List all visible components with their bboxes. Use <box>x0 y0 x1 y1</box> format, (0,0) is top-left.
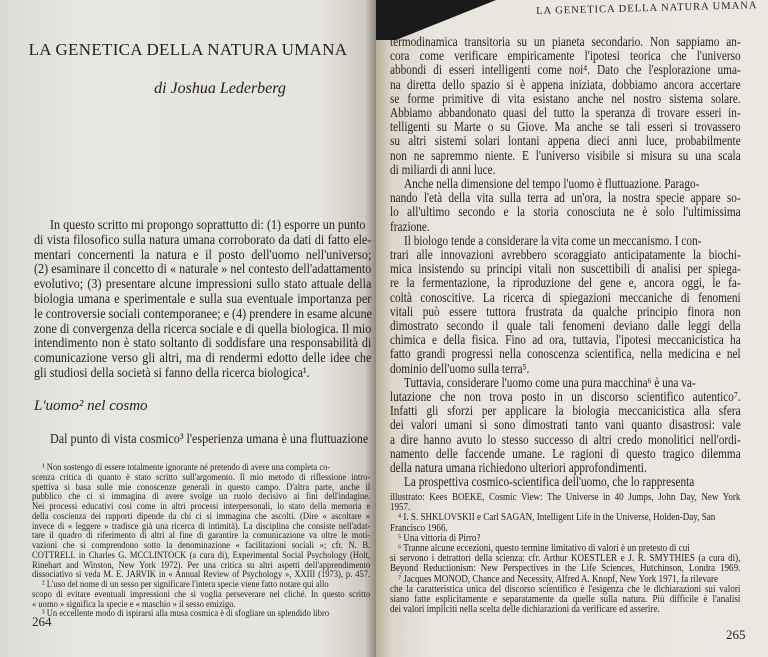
footnote-line: COTTRELL in Charles G. MCCLINTOCK (a cura di), Experimental Social Psychology (Holt, <box>32 549 371 561</box>
text-line: fatto grandi progressi nella conoscenza scientifica, nella medicina e nel <box>390 346 741 362</box>
section-heading: L'uomo² nel cosmo <box>34 398 148 414</box>
right-page: LA GENETICA DELLA NATURA UMANA termodinamica transitoria su un pianeta secondario. Non sappiamo an- cora come verificare empiricamente l'ipotesi teorica che l'universo abbondi di esseri intelligenti come noi⁴. Dato che l'esplorazione uma- na diretta dello spazio si è appena iniziata, dobbiamo ancora accertare se forme primitive di vita esistano anche nel nostro sistema solare. Abbiamo abbandonato quasi del tutto la speranza di trovare esseri in- telligenti su Marte o su Giove. Ma anche se tali esseri si trovassero su altri sistemi solari lontani appena dieci anni luce, probabilmente non ne sapremmo niente. E l'universo visibile si misura su una scala di miliardi di anni luce. Anche nella dimensione del tempo l'uomo è fluttuazione. Parago- nando l'età della vita sulla terra ad un'ora, la nostra specie appare so- lo all'ultimo secondo e la storia conosciuta ne è solo l'ultimissima frazione. Il biologo tende a considerare la vita come un meccanismo. I con- trari alle innovazioni avrebbero scoraggiato anticipatamente la biochi- mica insistendo su principi vitali non suscettibili di analisi per spiega- re la fermentazione, la riproduzione del gene e, ancora oggi, le fa- coltà conoscitive. La ricerca di spiegazioni meccaniche di fenomeni vitali può essere tuttora frustrata da qualche principio finora non dimostrato secondo il quale tali fenomeni deviano dalle leggi della chimica e della fisica. Fino ad ora, tuttavia, l'ipotesi meccanicistica ha fatto grandi progressi nella conoscenza scientifica, nella medicina e nel dominio dell'uomo sulla terra⁵. Tuttavia, considerare l'uomo come una pura macchina⁶ è una va- lutazione che non trova posto in un discorso scientifico autentico⁷. Infatti gli sforzi per applicare la biologia meccanicistica alla sfera dei valori umani si sono dimostrati tanto vani quanto disastrosi: vale a dire hanno avuto lo stesso successo di altri credo monolitici nell'ordi- namento delle faccende umane. Le ragioni di questo tragico dilemma della natura umana richiedono ulteriori approfondimenti. La prospettiva cosmico-scientifica dell'uomo, che lo rappresenta illustrato: Kees BOEKE, Cosmic View: The Universe in 40 Jumps, John Day, New York 1957. ⁴ I. S. SHKLOVSKII e Carl SAGAN, Intelligent Life in the Universe, Holden-Day, San Francisco 1966. ⁵ Una vittoria di Pirro? ⁶ Tranne alcune eccezioni, questo termine limitativo di valori è un pretesto di cui si servono i detrattori della scienza: cfr. Arthur KOESTLER e J. R. SMYTHIES (a cura di), Beyond Reductionism: New Perspectives in the Life Sciences, Hutchinson, Londra 1969. ⁷ Jacques MONOD, Chance and Necessity, Alfred A. Knopf, New York 1971, fa rilevare che la caratteristica unica del discorso scientifico è l'esigenza che le dichiarazioni sui valori siano fatte esplicitamente e separatamente da quelle sulla natura. Più difficile è l'analisi dei valori impliciti nella scelta delle dichiarazioni da verificare ed asserire. 265 <box>376 0 768 657</box>
text-line: na diretta dello spazio si è appena iniziata, dobbiamo ancora accertare <box>390 76 741 92</box>
footnote-line: che la caratteristica unica del discorso scientifico è l'esigenza che le dichiarazioni sui valori <box>390 583 741 595</box>
text-line: vitali può essere tuttora frustrata da qualche principio finora non <box>390 303 741 319</box>
text-line: nando l'età della vita sulla terra ad un'ora, la nostra specie appare so- <box>390 190 741 206</box>
text-line: trari alle innovazioni avrebbero scoraggiato anticipatamente la biochi- <box>390 247 741 262</box>
text-line: (2) esaminare il concetto di « naturale » nel contesto dell'adattamento <box>34 262 372 278</box>
page-number-left: 264 <box>32 614 52 629</box>
text-line: comunicazione verso gli altri, ma di rendermi edotto delle idee che <box>34 351 372 367</box>
text-line: zone di convergenza della ricerca sociale e di quella biologica. Il mio <box>34 321 372 337</box>
footnote-line: Nei processi educativi così come in altri processi interpersonali, lo stato della memoria e <box>32 501 371 512</box>
text-line: lo all'ultimo secondo e la storia conosciuta ne è solo l'ultimissima <box>390 204 741 220</box>
text-line: di vista filosofico sulla natura umana corroborato da dati di fatto ele- <box>34 232 372 248</box>
page-number-right: 265 <box>726 627 746 642</box>
text-line: lutazione che non trova posto in un discorso scientifico autentico⁷. <box>390 389 741 404</box>
footnote-line: Rinehart and Winston, New York 1972). Per una critica su altri aspetti dell'apprendimento <box>32 559 371 571</box>
text-line: re la fermentazione, la riproduzione del gene e, ancora oggi, le fa- <box>390 275 741 291</box>
text-line: dimostrato secondo il quale tali fenomeni deviano dalle leggi della <box>390 318 741 333</box>
text-line: namento delle faccende umane. Le ragioni di questo tragico dilemma <box>390 445 741 461</box>
text-line: gli studiosi della società si fanno della ricerca biologica¹. <box>34 366 310 381</box>
text-line: evolutivo; (3) presentare alcune impressioni sullo stato attuale della <box>34 277 372 293</box>
footnote-line: siano fatte esplicitamente e separatamente da quelle sulla natura. Più difficile è l'analisi <box>390 594 741 605</box>
text-line: se forme primitive di vita esistano anche nel nostro sistema solare. <box>390 90 741 106</box>
text-line: dei valori umani si sono dimostrati tanto vani quanto disastrosi: vale <box>390 417 741 433</box>
text-line: mica insistendo su principi vitali non suscettibili di analisi per spiega- <box>390 261 741 277</box>
text-line: intendimento non è stato soltanto di soddisfare una responsabilità di <box>34 336 372 352</box>
text-line: a dire hanno avuto lo stesso successo di altri credo monolitici nell'ordi- <box>390 431 741 447</box>
footnote-line: dissociativo si veda M. E. JARVIK in « Annual Review of Psychology », XXIII (1973), p. 457. <box>32 569 371 581</box>
footnote-line: scopo di evitare eventuali impressioni che si voglia perseverare nel cliché. In questo scritto <box>32 588 371 600</box>
text-line: termodinamica transitoria su un pianeta secondario. Non sappiamo an- <box>390 34 741 49</box>
text-line: chimica e della fisica. Fino ad ora, tuttavia, l'ipotesi meccanicistica ha <box>390 332 741 348</box>
text-line: telligenti su Marte o su Giove. Ma anche se tali esseri si trovassero <box>390 119 741 135</box>
text-line: Infatti gli sforzi per applicare la biologia meccanicistica alla sfera <box>390 403 741 419</box>
footnote-line: illustrato: Kees BOEKE, Cosmic View: The Universe in 40 Jumps, John Day, New York <box>390 492 741 503</box>
footnote-line: si servono i detrattori della scienza: cfr. Arthur KOESTLER e J. R. SMYTHIES (a cura di), <box>390 553 741 565</box>
footnote-line: Francisco 1966. <box>390 522 448 534</box>
footnote-line: Beyond Reductionism: New Perspectives in the Life Sciences, Hutchinson, Londra 1969. <box>390 563 741 575</box>
text-line: della natura umana richiedono ulteriori approfondimenti. <box>390 460 647 475</box>
footnote-line: spettiva si basa sulle mie conoscenze generali in questo campo. D'altra parte, anche il <box>32 481 371 493</box>
text-line: mentari concernenti la natura e il posto dell'uomo nell'universo; <box>34 247 372 263</box>
footnote-line: 1957. <box>390 502 411 514</box>
text-line: di miliardi di anni luce. <box>390 161 496 177</box>
footnote-line: pubblico che ci si immagina di avere svolge un ruolo decisivo ai fini dell'indagine. <box>32 491 371 503</box>
text-line: frazione. <box>390 218 430 234</box>
running-head: LA GENETICA DELLA NATURA UMANA <box>536 0 758 17</box>
footnote-line: dei valori impliciti nella scelta delle dichiarazioni da verificare ed asserire. <box>390 604 660 616</box>
footnote-line: « uomo » significa la specie e « maschio » il sesso emizigo. <box>32 598 236 610</box>
footnote-line: vazioni che si comprendono sotto la denominazione « facilitazioni sociali »; cfr. N. B. <box>32 540 371 551</box>
text-line: abbondi di esseri intelligenti come noi⁴. Dato che l'esplorazione uma- <box>390 62 741 78</box>
article-title: LA GENETICA DELLA NATURA UMANA <box>28 40 348 59</box>
text-line: cora come verificare empiricamente l'ipotesi teorica che l'universo <box>390 48 741 64</box>
footnote-line: della coscienza dei rapporti dipende da chi ci si immagina che ascolti. (Dire « ascoltare » <box>32 510 371 522</box>
text-line: Abbiamo abbandonato quasi del tutto la speranza di trovare esseri in- <box>390 105 741 120</box>
text-line: non ne sapremmo niente. E l'universo visibile si misura su una scala <box>390 147 741 163</box>
text-line: coltà conoscitive. La ricerca di spiegazioni meccaniche di fenomeni <box>390 289 741 305</box>
text-line: le controversie sociali contemporanee; e (4) prendere in esame alcune <box>34 306 372 322</box>
footnote-line: invece di « leggere » tradisce già una ricerca di intimità). La disciplina che consiste nell'adat- <box>32 520 371 532</box>
left-page: LA GENETICA DELLA NATURA UMANA di Joshua Lederberg In questo scritto mi propongo soprattutto di: (1) esporre un punto di vista filosofico sulla natura umana corroborato da dati di fatto ele- mentari concernenti la natura e il posto dell'uomo nell'universo; (2) esaminare il concetto di « naturale » nel contesto dell'adattamento evolutivo; (3) presentare alcune impressioni sullo stato attuale della biologia umana e sperimentale e sulla sua eventuale importanza per le controversie sociali contemporanee; e (4) prendere in esame alcune zone di convergenza della ricerca sociale e di quella biologica. Il mio intendimento non è stato soltanto di soddisfare una responsabilità di comunicazione verso gli altri, ma di rendermi edotto delle idee che gli studiosi della società si fanno della ricerca biologica¹. L'uomo² nel cosmo Dal punto di vista cosmico³ l'esperienza umana è una fluttuazione ¹ Non sostengo di essere totalmente ignorante né pretendo di avere una completa co- scenza critica di quanto è stato scritto sull'argomento. Il mio metodo di riflessione intro- spettiva si basa sulle mie conoscenze generali in questo campo. D'altra parte, anche il pubblico che ci si immagina di avere svolge un ruolo decisivo ai fini dell'indagine. Nei processi educativi così come in altri processi interpersonali, lo stato della memoria e della coscienza dei rapporti dipende da chi ci si immagina che ascolti. (Dire « ascoltare » invece di « leggere » tradisce già una ricerca di intimità). La disciplina che consiste nell'adat- tare il quadro di riferimento di altri al fine di garantire la comunicazione va oltre le moti- vazioni che si comprendono sotto la denominazione « facilitazioni sociali »; cfr. N. B. COTTRELL in Charles G. MCCLINTOCK (a cura di), Experimental Social Psychology (Holt, Rinehart and Winston, New York 1972). Per una critica su altri aspetti dell'apprendimento dissociativo si veda M. E. JARVIK in « Annual Review of Psychology », XXIII (1973), p. 457. ² L'uso del nome di un sesso per significare l'intera specie viene fatto notare qui allo scopo di evitare eventuali impressioni che si voglia perseverare nel cliché. In questo scritto « uomo » significa la specie e « maschio » il sesso emizigo. ³ Un eccellente modo di ispirarsi alla musa cosmica è di sfogliare un splendido libro 264 <box>0 0 376 657</box>
text-line: dominio dell'uomo sulla terra⁵. <box>390 360 530 376</box>
text-line: biologia umana e sperimentale e sulla sua eventuale importanza per <box>34 292 372 307</box>
text-line: su altri sistemi solari lontani appena dieci anni luce, probabilmente <box>390 133 741 149</box>
footnote-line: scenza critica di quanto è stato scritto sull'argomento. Il mio metodo di riflessione intro- <box>32 471 371 483</box>
article-author: di Joshua Lederberg <box>154 80 286 97</box>
footnote-line: tare il quadro di riferimento di altri al fine di garantire la comunicazione va oltre le moti- <box>32 530 371 542</box>
